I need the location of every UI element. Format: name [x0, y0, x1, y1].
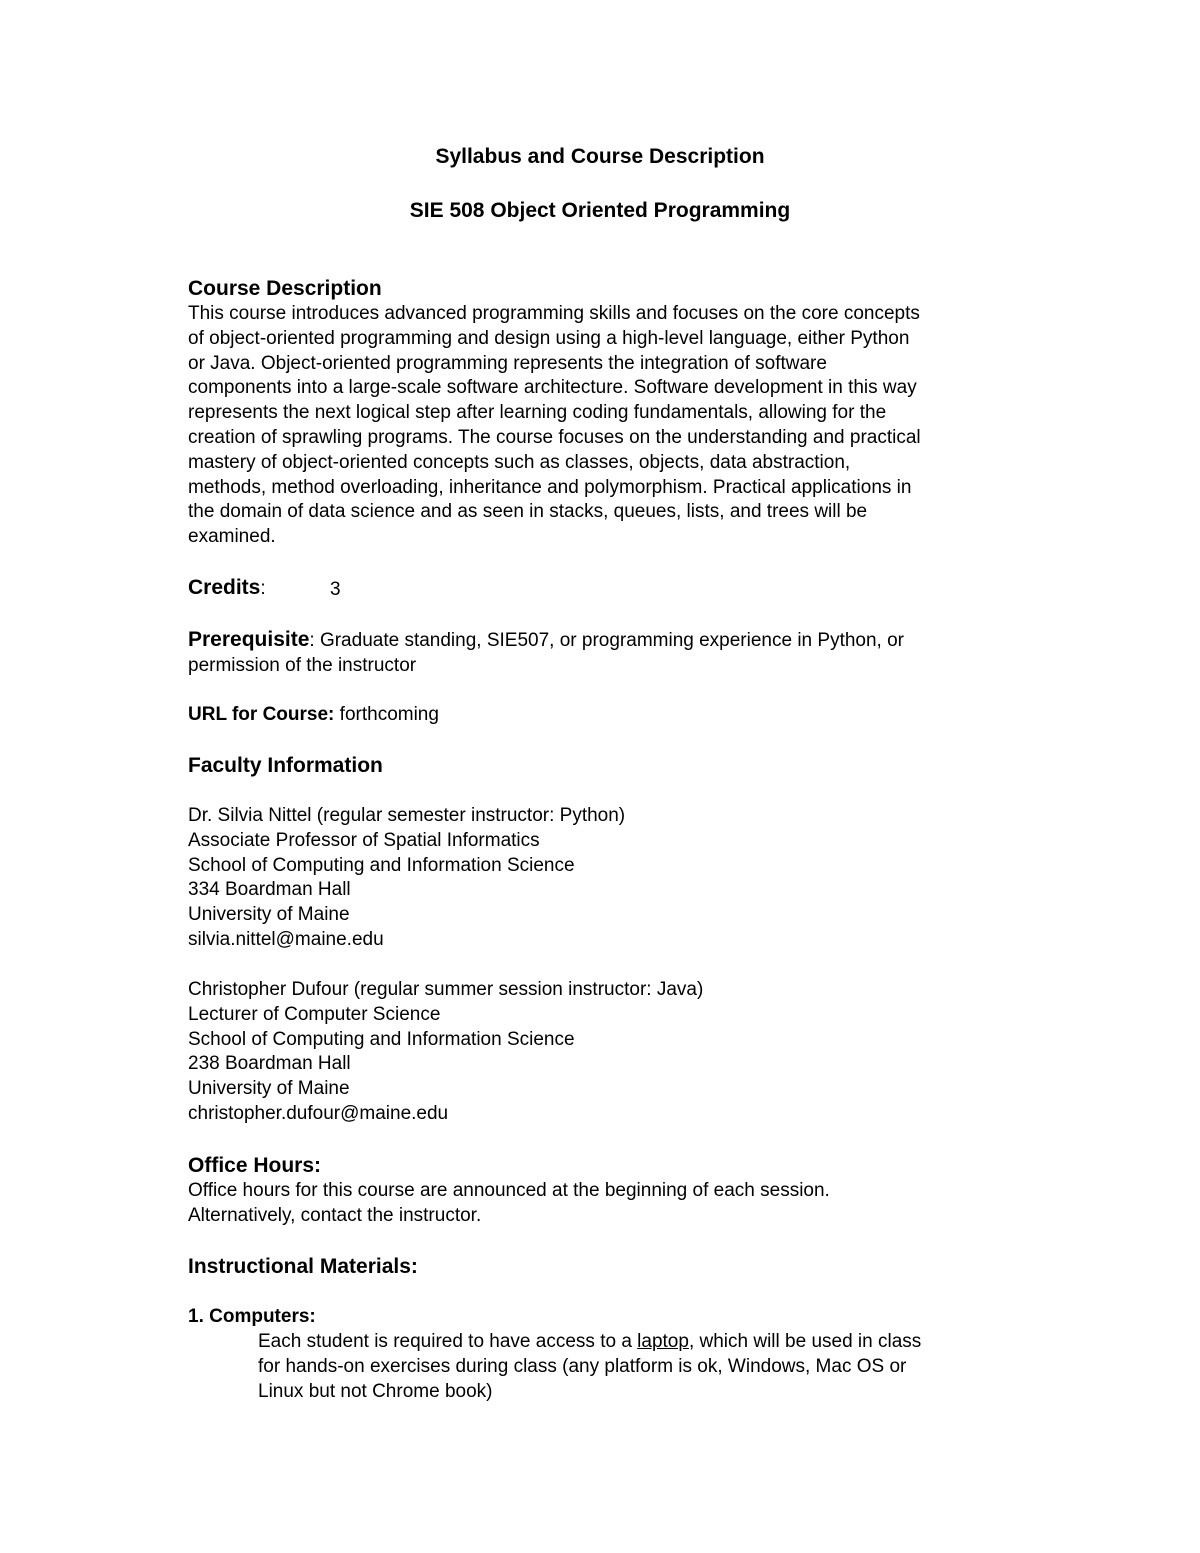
laptop-text: laptop	[637, 1331, 689, 1352]
materials-item-1-body	[258, 1330, 1048, 1404]
course-description-body	[188, 302, 1048, 550]
credits-value: 3	[330, 579, 341, 600]
faculty-heading: Faculty Information	[188, 754, 383, 777]
url-row	[188, 703, 1048, 728]
instructor-1-name: Dr. Silvia Nittel (regular semester instructor: Python)	[188, 805, 626, 826]
computers-line-3: Linux but not Chrome book)	[258, 1380, 493, 1402]
prerequisite-block	[188, 628, 1048, 679]
prerequisite-label: Prerequisite	[188, 628, 310, 651]
credits-colon: :	[260, 578, 266, 599]
instructor-1-school: School of Computing and Information Science	[188, 854, 575, 876]
document-title: Syllabus and Course Description	[435, 145, 765, 168]
prerequisite-line-1	[188, 628, 1048, 654]
description-line: represents the next logical step after learning coding fundamentals, allowing for the	[188, 402, 887, 424]
description-line: or Java. Object-oriented programming represents the integration of software	[188, 352, 827, 374]
credits-row	[188, 576, 266, 601]
office-hours-body	[188, 1179, 1048, 1229]
credits-label: Credits	[188, 576, 261, 599]
office-hours-line: Office hours for this course are announced at the beginning of each session.	[188, 1180, 830, 1201]
instructor-1-office: 334 Boardman Hall	[188, 879, 351, 901]
instructor-2-name: Christopher Dufour (regular summer session instructor: Java)	[188, 979, 704, 1000]
url-line	[188, 703, 1048, 728]
instructor-1-email: silvia.nittel@maine.edu	[188, 928, 384, 950]
description-line: the domain of data science and as seen in stacks, queues, lists, and trees will be	[188, 501, 868, 523]
office-hours-heading: Office Hours:	[188, 1154, 322, 1177]
instructor-2-school: School of Computing and Information Science	[188, 1028, 575, 1050]
prerequisite-line-2: permission of the instructor	[188, 654, 417, 676]
description-line: mastery of object-oriented concepts such as classes, objects, data abstraction,	[188, 451, 851, 473]
instructor-2-university: University of Maine	[188, 1078, 350, 1100]
instructor-2-title: Lecturer of Computer Science	[188, 1003, 441, 1025]
materials-item-1-heading	[188, 1305, 1048, 1330]
description-line: examined.	[188, 526, 276, 548]
instructor-1-block	[188, 804, 1048, 953]
course-description-heading: Course Description	[188, 277, 382, 300]
instructor-2-office: 238 Boardman Hall	[188, 1053, 351, 1075]
computers-heading: 1. Computers:	[188, 1306, 316, 1327]
description-line: methods, method overloading, inheritance and polymorphism. Practical applications in	[188, 476, 912, 498]
computers-line-1	[258, 1330, 1048, 1355]
description-line: creation of sprawling programs. The course focuses on the understanding and practical	[188, 426, 921, 448]
course-title: SIE 508 Object Oriented Programming	[409, 199, 791, 222]
computers-line-2: for hands-on exercises during class (any platform is ok, Windows, Mac OS or	[258, 1355, 907, 1377]
url-value: forthcoming	[334, 704, 439, 725]
url-label: URL for Course:	[188, 704, 335, 725]
prerequisite-text: : Graduate standing, SIE507, or programming experience in Python, or	[309, 630, 905, 651]
description-line: This course introduces advanced programming skills and focuses on the core concepts	[188, 303, 920, 324]
instructor-1-university: University of Maine	[188, 904, 350, 926]
description-line: of object-oriented programming and design using a high-level language, either Python	[188, 327, 910, 349]
computers-text-pre: Each student is required to have access to a	[258, 1331, 638, 1352]
description-line: components into a large-scale software architecture. Software development in this way	[188, 377, 917, 399]
instructor-2-block	[188, 978, 1048, 1127]
instructor-1-title: Associate Professor of Spatial Informatics	[188, 829, 540, 851]
materials-heading: Instructional Materials:	[188, 1255, 418, 1278]
instructor-2-email: christopher.dufour@maine.edu	[188, 1102, 449, 1124]
office-hours-line: Alternatively, contact the instructor.	[188, 1204, 482, 1226]
computers-text-post: , which will be used in class	[688, 1331, 922, 1352]
